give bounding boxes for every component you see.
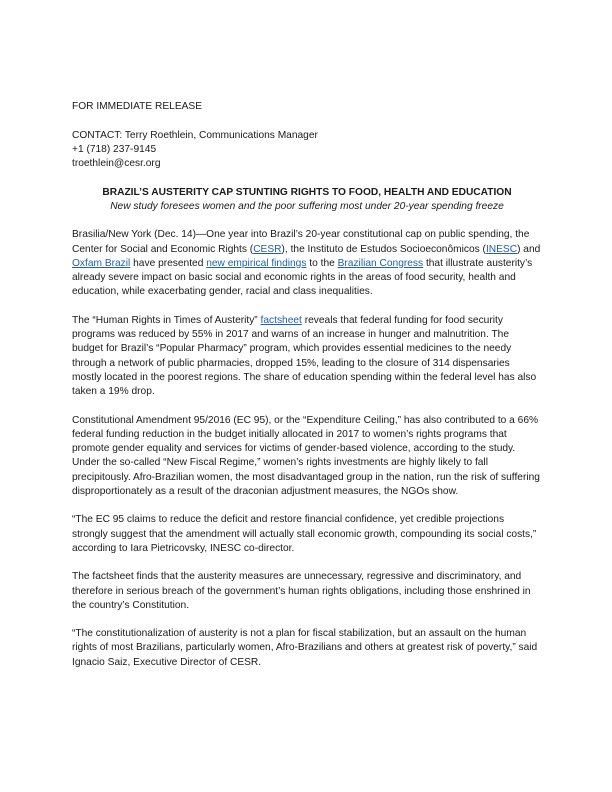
link-oxfam-brazil[interactable]: Oxfam Brazil <box>72 257 131 269</box>
text-span: ) and <box>517 243 541 255</box>
paragraph-quote-cesr: “The constitutionalization of austerity is not a plan for fiscal stabilization, but an assault on the human rights of most Brazilians, particularly women, Afro-Brazilians and others at greatest risk of poverty,” said Ignacio Saiz, Executive Director of CESR. <box>72 628 538 668</box>
subheadline: New study foresees women and the poor suffering most under 20-year spending freeze <box>110 200 504 212</box>
paragraph-amendment: Constitutional Amendment 95/2016 (EC 95), or the “Expenditure Ceiling,” has also contributed to a 66% federal funding reduction in the budget initially allocated in 2017 to women’s rights programs that promote gender equality and services for victims of gender-based violence, according to the study. Under the so-called “New Fiscal Regime,” women’s rights investments are highly likely to fall precipitously. Afro-Brazilian women, the most disadvantaged group in the nation, run the risk of suffering disproportionately as a result of the draconian adjustment measures, the NGOs show. <box>72 414 540 498</box>
release-header <box>72 100 542 114</box>
contact-email: troethlein@cesr.org <box>72 158 161 170</box>
text-span: Brasilia/New York (Dec. 14)—One year into Brazil’s 20-year constitutional cap on public spending, the Center for Social and Economic Rights ( <box>72 229 530 255</box>
link-factsheet[interactable]: factsheet <box>260 314 302 326</box>
release-label: FOR IMMEDIATE RELEASE <box>72 101 203 112</box>
contact-name: CONTACT: Terry Roethlein, Communications Manager <box>72 129 318 141</box>
text-span: ), the Instituto de Estudos Socioeconômicos ( <box>281 243 486 255</box>
paragraph-intro <box>72 228 542 299</box>
contact-block <box>72 129 542 172</box>
text-span: to the <box>306 257 338 269</box>
paragraph-quote-inesc: “The EC 95 claims to reduce the deficit and restore financial confidence, yet credible projections strongly suggest that the amendment will actually stall economic growth, compounding its social costs,” according to Iara Pietricovsky, INESC co-director. <box>72 514 537 554</box>
text-span: reveals that federal funding for food security programs was reduced by 55% in 2017 and warns of an increase in hunger and malnutrition. The budget for Brazil’s “Popular Pharmacy” program, which provides essential medicines to the needy through a network of public pharmacies, dropped 15%, leading to the closure of 314 dispensaries mostly located in the poorest regions. The share of education spending within the federal level has also taken a 19% drop. <box>72 314 537 398</box>
press-release-page <box>72 100 542 684</box>
text-span: that illustrate austerity’s already severe impact on basic social and economic rights in the areas of food security, health and education, while exacerbating gender, racial and class inequalities. <box>72 257 533 298</box>
contact-phone: +1 (718) 237-9145 <box>72 144 157 156</box>
link-brazilian-congress[interactable]: Brazilian Congress <box>337 257 424 269</box>
paragraph-findings: The factsheet finds that the austerity measures are unnecessary, regressive and discriminatory, and therefore in serious breach of the government’s human rights obligations, including those enshrined in the country’s Constitution. <box>72 571 531 611</box>
headline: BRAZIL’S AUSTERITY CAP STUNTING RIGHTS TO FOOD, HEALTH AND EDUCATION <box>102 186 512 198</box>
text-span: The “Human Rights in Times of Austerity” <box>72 314 261 326</box>
paragraph-factsheet <box>72 314 542 400</box>
text-span: have presented <box>130 257 207 269</box>
link-cesr[interactable]: CESR <box>253 243 282 255</box>
link-empirical-findings[interactable]: new empirical findings <box>206 257 307 269</box>
link-inesc[interactable]: INESC <box>485 243 518 255</box>
